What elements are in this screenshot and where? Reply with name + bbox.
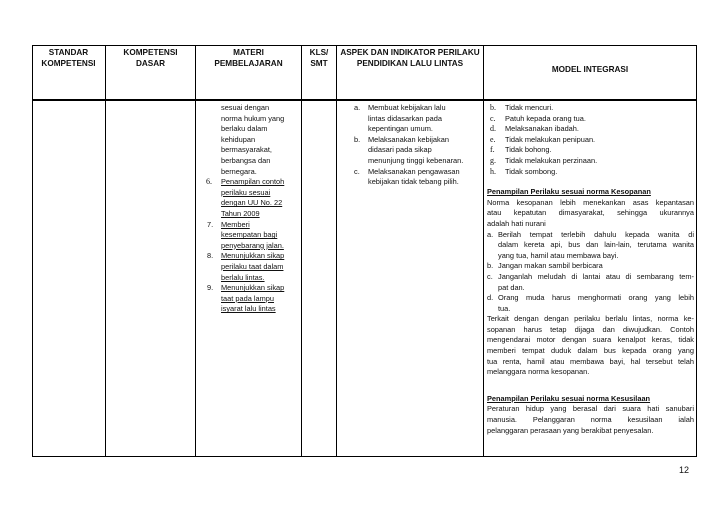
table-border-right bbox=[696, 45, 697, 457]
list-marker: g. bbox=[490, 155, 496, 165]
column-divider bbox=[336, 45, 337, 457]
list-marker: b. bbox=[490, 103, 496, 112]
kesopanan-outro-line: Terkait dengan dengan perilaku berlalu lintas, norma ke- bbox=[487, 314, 694, 324]
list-marker: d. bbox=[487, 293, 494, 303]
list-marker: a. bbox=[354, 103, 361, 112]
model-integrasi-cell bbox=[487, 103, 694, 436]
table-border-top bbox=[32, 45, 697, 46]
list-marker: a. bbox=[487, 229, 494, 239]
kesusilaan-heading: Penampilan Perilaku sesuai norma Kesusilaan bbox=[487, 393, 651, 403]
kesopanan-list bbox=[487, 230, 694, 315]
materi-lead-line: berbangsa dan bbox=[221, 155, 271, 165]
materi-lead-line: bernegara. bbox=[221, 166, 257, 176]
kesopanan-outro-line: sopanan harus tetap dijaga dan diwujudkan. Contoh bbox=[487, 324, 694, 334]
materi-list-item: 7. Memberi kesempatan bagi penyebarang jalan. bbox=[207, 219, 284, 250]
materi-lead-line: bermasyarakat, bbox=[221, 145, 272, 155]
header-materi-pembelajaran: MATERI PEMBELAJARAN bbox=[214, 48, 283, 68]
list-marker: 7. bbox=[207, 219, 214, 229]
materi-lead-line: berlaku dalam bbox=[221, 124, 268, 134]
header-kompetensi-dasar: KOMPETENSI DASAR bbox=[123, 48, 178, 68]
kesopanan-outro-line: tua renta, hamil atau membawa bayi, hal tersebut telah bbox=[487, 356, 694, 366]
model-list-item: g. Tidak melakukan perzinaan. bbox=[490, 155, 598, 165]
column-divider bbox=[105, 45, 106, 457]
materi-list-item: 9. Menunjukkan sikap taat pada lampu isyarat lalu lintas bbox=[207, 283, 285, 314]
integration-table bbox=[32, 45, 697, 457]
list-marker: b. bbox=[487, 261, 494, 271]
materi-lead-line: norma hukum yang bbox=[221, 113, 285, 123]
model-list-item: c. Patuh kepada orang tua. bbox=[490, 113, 586, 123]
materi-lead-line: kehidupan bbox=[221, 134, 256, 144]
header-model-integrasi: MODEL INTEGRASI bbox=[551, 64, 629, 74]
list-marker: c. bbox=[354, 166, 360, 176]
norma-agama-list bbox=[487, 103, 694, 177]
materi-list-item: 8. Menunjukkan sikap perilaku taat dalam berlalu lintas. bbox=[207, 251, 285, 282]
materi-list-item: 6. Penampilan contoh perilaku sesuai dengan UU No. 22 Tahun 2009 bbox=[206, 177, 285, 218]
kesopanan-intro-line: adalah hati nurani bbox=[487, 218, 546, 228]
kesopanan-outro-line: memberi tempat duduk dalam bus kepada orang yang bbox=[487, 346, 694, 356]
list-marker: f. bbox=[490, 145, 495, 155]
kesopanan-list-item: d. Orang muda harus menghormati orang yang lebih tua. bbox=[487, 293, 694, 313]
list-marker: c. bbox=[490, 113, 496, 123]
page-number: 12 bbox=[679, 465, 690, 475]
column-divider bbox=[483, 45, 484, 457]
kesopanan-outro-line: mengendarai motor dengan suara kenalpot keras, tidak bbox=[487, 335, 694, 345]
kesopanan-intro-line: atau kepatutan dimasyarakat, sehingga ukurannya bbox=[487, 208, 694, 218]
table-border-left bbox=[32, 45, 33, 457]
header-aspek-indikator: ASPEK DAN INDIKATOR PERILAKU PENDIDIKAN LALU LINTAS bbox=[340, 48, 480, 68]
model-list-item: f. Tidak bohong. bbox=[490, 145, 552, 155]
list-marker: b. bbox=[354, 134, 361, 144]
header-kls-smt: KLS/ SMT bbox=[309, 48, 329, 68]
kesusilaan-line: manusia. Pelanggaran norma kesusilaan ialah bbox=[487, 415, 694, 425]
list-marker: 9. bbox=[207, 283, 214, 293]
aspek-cell bbox=[354, 103, 482, 188]
list-marker: e. bbox=[490, 134, 496, 144]
list-marker: h. bbox=[490, 166, 496, 176]
table-border-bottom bbox=[32, 456, 697, 457]
kesopanan-list-item: b. Jangan makan sambil berbicara bbox=[487, 261, 603, 271]
model-list-item: e. Tidak melakukan penipuan. bbox=[490, 134, 596, 144]
kesopanan-intro-line: Norma kesopanan lebih menekankan asas kepantasan bbox=[487, 197, 694, 207]
aspek-list-item: b. Melaksanakan kebijakan didasari pada sikap menunjung tinggi kebenaran. bbox=[354, 134, 464, 165]
kesopanan-heading: Penampilan Perilaku sesuai norma Kesopanan bbox=[487, 187, 651, 197]
column-divider bbox=[301, 45, 302, 457]
list-marker: 6. bbox=[206, 177, 212, 187]
model-list-item: h. Tidak sombong. bbox=[490, 166, 558, 176]
model-list-item: b. Tidak mencuri. bbox=[490, 103, 554, 112]
list-marker: d. bbox=[490, 124, 496, 134]
list-marker: c. bbox=[487, 271, 493, 281]
kesopanan-outro-line: melanggara norma kesopanan. bbox=[487, 367, 590, 377]
kesopanan-list-item: c. Janganlah meludah di lantai atau di sembarang tem- pat dan. bbox=[487, 271, 694, 292]
kesopanan-list-item: a. Berilah tempat terlebih dahulu kepada wanita di dalam kereta api, bus dan lain-lain, terutama wanita yang tua, hamil atau membawa bayi. bbox=[487, 229, 694, 260]
aspek-list-item: c. Melaksanakan pengawasan kebijakan tidak tebang pilih. bbox=[354, 166, 460, 187]
materi-lead-line: sesuai dengan bbox=[221, 103, 270, 112]
model-list-item: d. Melaksanakan ibadah. bbox=[490, 124, 579, 134]
header-standar-kompetensi: STANDAR KOMPETENSI bbox=[41, 48, 96, 68]
list-marker: 8. bbox=[207, 251, 214, 261]
column-divider bbox=[195, 45, 196, 457]
kesusilaan-line: pelanggaran perasaan yang berakibat penyesalan. bbox=[487, 425, 654, 435]
materi-cell bbox=[206, 103, 299, 315]
kesusilaan-line: Peraturan hidup yang berasal dari suara hati sanubari bbox=[487, 404, 694, 414]
aspek-list-item: a. Membuat kebijakan lalu lintas didasarkan pada kepentingan umum. bbox=[354, 103, 446, 134]
